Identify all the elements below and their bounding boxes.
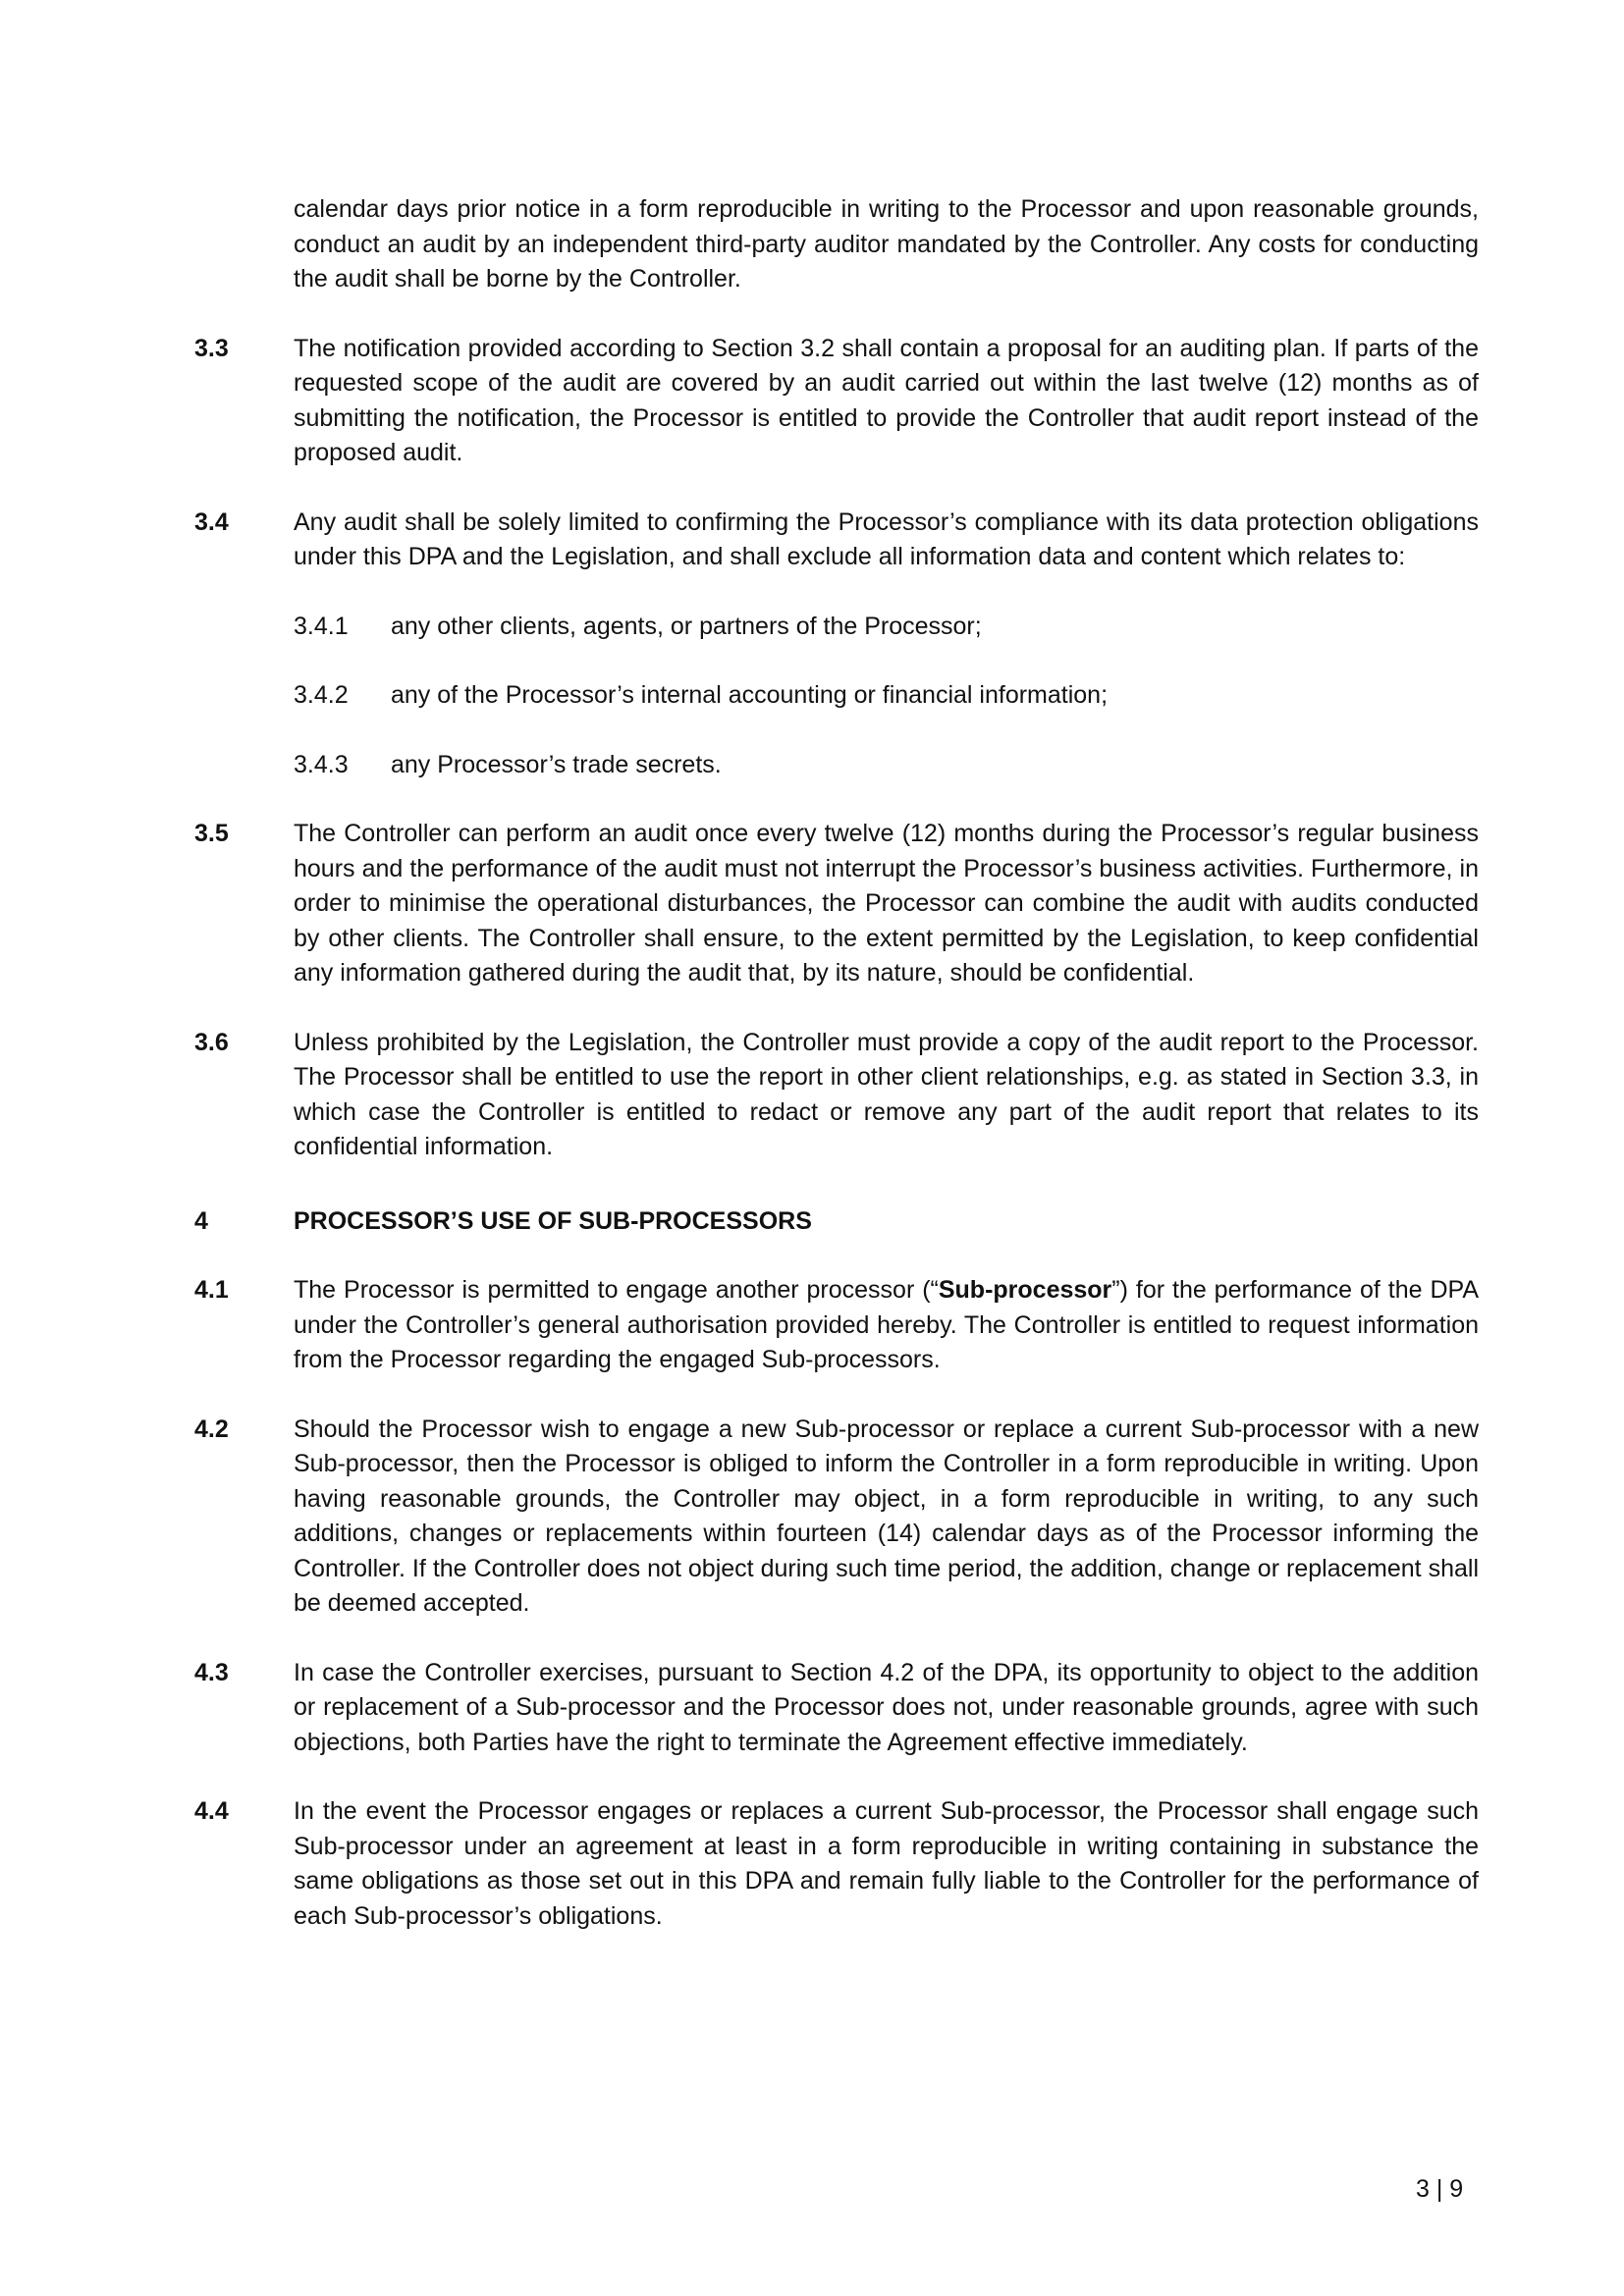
subclause-text: any other clients, agents, or partners of the Processor; <box>391 612 982 640</box>
clause-number: 3.4 <box>194 507 229 536</box>
clause-text-before: The Processor is permitted to engage another processor (“ <box>294 1276 939 1304</box>
clause-number: 3.6 <box>194 1028 229 1056</box>
clause-text: The notification provided according to Section 3.2 shall contain a proposal for an auditing plan. If parts of the requested scope of the audit are covered by an audit carried out within the last twelve (12) months as of submitting the notification, the Processor is entitled to provide the Controller that audit report instead of the proposed audit. <box>294 334 1479 466</box>
clause-3-4 <box>194 506 1479 575</box>
clause-text: Should the Processor wish to engage a new Sub-processor or replace a current Sub-processor with a new Sub-processor, then the Processor is obliged to inform the Controller in a form reproducible in writing. Upon having reasonable grounds, the Controller may object, in a form reproducible in writing, to any such additions, changes or replacements within fourteen (14) calendar days as of the Processor informing the Controller. If the Controller does not object during such time period, the addition, change or replacement shall be deemed accepted. <box>294 1415 1479 1617</box>
clause-number: 4.2 <box>194 1415 229 1443</box>
clause-3-3 <box>194 332 1479 471</box>
document-body <box>194 192 1479 1968</box>
page-number: 3 | 9 <box>1416 2175 1464 2203</box>
section-title: PROCESSOR’S USE OF SUB-PROCESSORS <box>294 1206 812 1235</box>
clause-4-1 <box>194 1273 1479 1378</box>
subclause-number: 3.4.1 <box>294 612 349 640</box>
clause-3-4-3 <box>194 748 1479 783</box>
subclause-number: 3.4.2 <box>294 681 349 709</box>
clause-number: 4.1 <box>194 1276 229 1304</box>
section-4-heading <box>194 1204 1479 1240</box>
continued-paragraph: calendar days prior notice in a form reproducible in writing to the Processor and upon reasonable grounds, conduct an audit by an independent third-party auditor mandated by the Controller. Any costs for conducting the audit shall be borne by the Controller. <box>294 195 1479 293</box>
subclause-text: any of the Processor’s internal accounting or financial information; <box>391 681 1109 709</box>
clause-text: In case the Controller exercises, pursuant to Section 4.2 of the DPA, its opportunity to object to the addition or replacement of a Sub-processor and the Processor does not, under reasonable grounds, agree with such objections, both Parties have the right to terminate the Agreement effective immediately. <box>294 1658 1479 1756</box>
clause-number: 3.3 <box>194 334 229 362</box>
clause-3-6 <box>194 1026 1479 1165</box>
clause-text: In the event the Processor engages or replaces a current Sub-processor, the Processor shall engage such Sub-processor under an agreement at least in a form reproducible in writing containing in substance the same obligations as those set out in this DPA and remain fully liable to the Controller for the performance of each Sub-processor’s obligations. <box>294 1797 1479 1930</box>
clause-number: 4.4 <box>194 1797 229 1825</box>
clause-3-5 <box>194 817 1479 991</box>
clause-text: The Controller can perform an audit once every twelve (12) months during the Processor’s regular business hours and the performance of the audit must not interrupt the Processor’s business activities. Furthermore, in order to minimise the operational disturbances, the Processor can combine the audit with audits conducted by other clients. The Controller shall ensure, to the extent permitted by the Legislation, to keep confidential any information gathered during the audit that, by its nature, should be confidential. <box>294 820 1479 987</box>
clause-4-3 <box>194 1656 1479 1761</box>
clause-text: Any audit shall be solely limited to confirming the Processor’s compliance with its data protection obligations under this DPA and the Legislation, and shall exclude all information data and content which relates to: <box>294 507 1479 570</box>
clause-3-4-2 <box>194 678 1479 714</box>
clause-number: 4.3 <box>194 1658 229 1686</box>
clause-3-4-1 <box>194 610 1479 645</box>
section-number: 4 <box>194 1206 208 1235</box>
clause-4-2 <box>194 1413 1479 1622</box>
clause-4-4 <box>194 1794 1479 1934</box>
clause-text: Unless prohibited by the Legislation, the Controller must provide a copy of the audit report to the Processor. The Processor shall be entitled to use the report in other client relationships, e.g. as stated in Section 3.3, in which case the Controller is entitled to redact or remove any part of the audit report that relates to its confidential information. <box>294 1028 1479 1160</box>
subclause-number: 3.4.3 <box>294 750 349 778</box>
clause-text-after: ”) for the performance of the DPA under the Controller’s general authorisation provided hereby. The Controller is entitled to request information from the Processor regarding the engaged Sub-processors. <box>294 1276 1479 1373</box>
clause-text <box>294 1273 1479 1378</box>
clause-number: 3.5 <box>194 820 229 847</box>
defined-term: Sub-processor <box>938 1276 1112 1304</box>
subclause-text: any Processor’s trade secrets. <box>391 750 722 778</box>
